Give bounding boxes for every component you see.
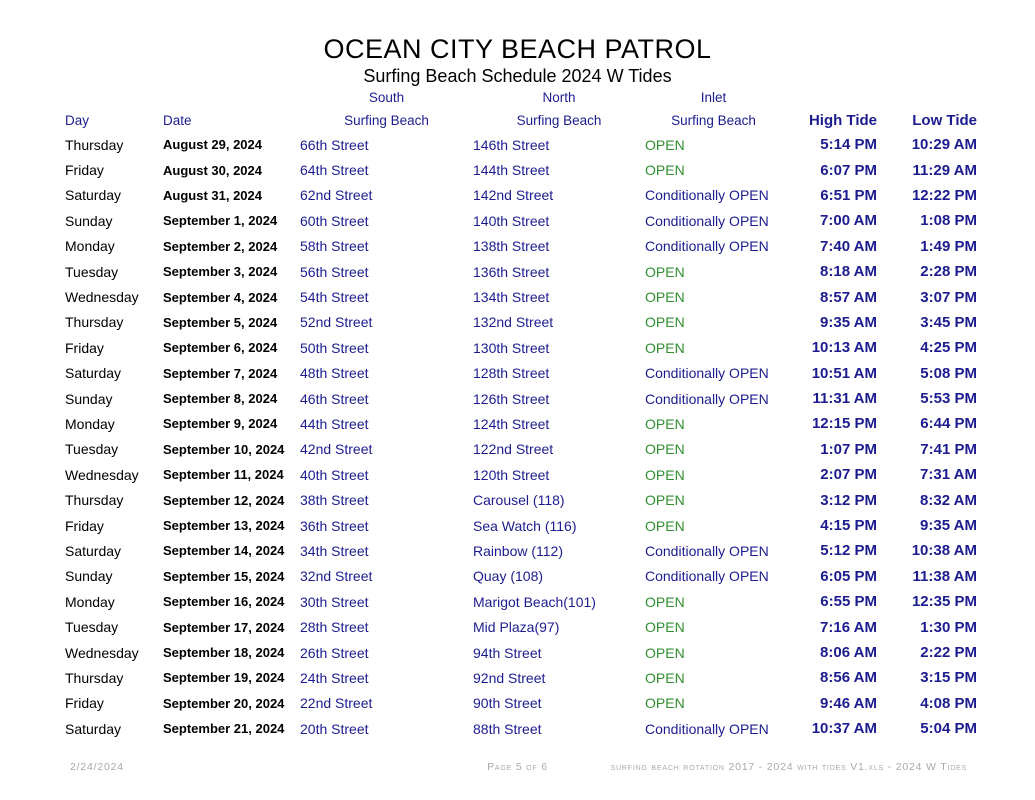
schedule-table [65, 86, 977, 741]
cell-high-tide: 2:07 PM [820, 466, 877, 484]
cell-high-tide: 3:12 PM [820, 491, 877, 509]
cell-north-street: Sea Watch (116) [473, 517, 577, 534]
cell-high-tide: 9:46 AM [820, 694, 877, 712]
cell-south-street: 20th Street [300, 720, 369, 737]
cell-north-street: 134th Street [473, 289, 550, 306]
cell-date: September 2, 2024 [163, 238, 278, 254]
cell-date: September 17, 2024 [163, 619, 285, 635]
table-row [65, 411, 977, 436]
cell-day: Friday [65, 695, 104, 712]
cell-inlet-status: Conditionally OPEN [645, 187, 769, 204]
cell-high-tide: 1:07 PM [820, 440, 877, 458]
cell-low-tide: 7:41 PM [920, 440, 977, 458]
cell-north-street: Mid Plaza(97) [473, 619, 560, 636]
group-header-inlet: Inlet [700, 89, 727, 105]
column-header-inlet-beach: Surfing Beach [671, 112, 756, 128]
cell-north-street: 120th Street [473, 466, 550, 483]
cell-low-tide: 11:38 AM [912, 567, 977, 585]
cell-inlet-status: OPEN [645, 492, 685, 509]
table-row [65, 361, 977, 386]
cell-south-street: 26th Street [300, 644, 369, 661]
cell-south-street: 30th Street [300, 593, 369, 610]
table-row [65, 259, 977, 284]
cell-day: Monday [65, 238, 115, 255]
cell-low-tide: 3:15 PM [920, 669, 977, 687]
cell-low-tide: 7:31 AM [920, 466, 977, 484]
cell-date: September 19, 2024 [163, 670, 285, 686]
cell-south-street: 38th Street [300, 492, 369, 509]
cell-day: Sunday [65, 212, 113, 229]
cell-south-street: 40th Street [300, 466, 369, 483]
cell-low-tide: 1:08 PM [920, 212, 977, 230]
cell-day: Wednesday [65, 644, 139, 661]
cell-south-street: 24th Street [300, 669, 369, 686]
cell-date: September 13, 2024 [163, 518, 285, 534]
column-header-north-beach: Surfing Beach [516, 112, 602, 128]
cell-high-tide: 8:56 AM [820, 669, 877, 687]
cell-inlet-status: OPEN [645, 441, 685, 458]
cell-inlet-status: OPEN [645, 466, 685, 483]
cell-date: September 9, 2024 [163, 416, 278, 432]
cell-low-tide: 10:38 AM [911, 542, 977, 560]
cell-high-tide: 10:13 AM [811, 339, 877, 357]
table-row [65, 386, 977, 411]
table-row [65, 132, 977, 157]
cell-date: September 4, 2024 [163, 289, 278, 305]
cell-low-tide: 2:28 PM [920, 263, 977, 281]
cell-date: September 10, 2024 [163, 441, 285, 457]
cell-low-tide: 10:29 AM [911, 136, 977, 154]
column-header-low-tide: Low Tide [912, 111, 977, 129]
cell-low-tide: 12:22 PM [911, 186, 977, 204]
cell-inlet-status: OPEN [645, 136, 685, 153]
cell-date: September 1, 2024 [163, 213, 278, 229]
cell-date: September 8, 2024 [163, 391, 278, 407]
cell-south-street: 66th Street [300, 136, 369, 153]
cell-date: September 3, 2024 [163, 264, 278, 280]
cell-south-street: 32nd Street [300, 568, 373, 585]
cell-date: September 14, 2024 [163, 543, 285, 559]
cell-day: Wednesday [65, 289, 139, 306]
footer-file-name: surfing beach rotation 2017 - 2024 with tides V1.xls - 2024 W Tides [610, 761, 967, 773]
table-group-header-row [65, 86, 977, 108]
table-row [65, 513, 977, 538]
cell-date: September 5, 2024 [163, 314, 278, 330]
cell-day: Friday [65, 162, 104, 179]
table-row [65, 310, 977, 335]
footer-page-number: Page 5 of 6 [487, 761, 548, 773]
schedule-rows [65, 132, 977, 741]
cell-high-tide: 12:15 PM [811, 415, 877, 433]
cell-inlet-status: Conditionally OPEN [645, 238, 769, 255]
cell-low-tide: 5:08 PM [920, 364, 977, 382]
cell-north-street: 88th Street [473, 720, 542, 737]
cell-high-tide: 8:57 AM [820, 288, 877, 306]
cell-day: Thursday [65, 136, 124, 153]
table-row [65, 234, 977, 259]
cell-day: Saturday [65, 542, 122, 559]
cell-high-tide: 4:15 PM [820, 517, 877, 535]
cell-high-tide: 8:06 AM [820, 644, 877, 661]
cell-date: September 15, 2024 [163, 568, 285, 584]
cell-high-tide: 6:07 PM [820, 161, 877, 179]
cell-inlet-status: OPEN [645, 314, 685, 331]
cell-north-street: 92nd Street [473, 669, 546, 686]
cell-day: Friday [65, 517, 104, 534]
cell-south-street: 28th Street [300, 619, 369, 636]
cell-day: Saturday [65, 365, 122, 382]
cell-south-street: 22nd Street [300, 695, 373, 712]
cell-inlet-status: OPEN [645, 162, 685, 179]
cell-low-tide: 4:25 PM [920, 339, 977, 357]
cell-low-tide: 4:08 PM [920, 694, 977, 712]
cell-low-tide: 6:44 PM [920, 415, 977, 433]
table-row [65, 589, 977, 614]
cell-south-street: 42nd Street [300, 441, 373, 458]
table-row [65, 335, 977, 360]
cell-date: September 16, 2024 [163, 594, 285, 610]
table-row [65, 183, 977, 208]
table-row [65, 157, 977, 182]
table-row [65, 462, 977, 487]
table-row [65, 437, 977, 462]
table-row [65, 716, 977, 741]
cell-date: September 21, 2024 [163, 721, 285, 737]
column-header-date: Date [163, 112, 192, 128]
cell-high-tide: 10:51 AM [811, 364, 877, 382]
table-row [65, 487, 977, 512]
cell-low-tide: 8:32 AM [920, 491, 977, 509]
table-row [65, 691, 977, 716]
cell-north-street: 146th Street [473, 136, 550, 153]
table-row [65, 208, 977, 233]
cell-day: Monday [65, 593, 115, 610]
table-row [65, 564, 977, 589]
cell-inlet-status: OPEN [645, 644, 685, 661]
cell-high-tide: 11:31 AM [812, 390, 877, 408]
cell-south-street: 54th Street [300, 289, 369, 306]
cell-high-tide: 10:37 AM [811, 720, 877, 738]
cell-inlet-status: OPEN [645, 669, 685, 686]
cell-high-tide: 7:16 AM [820, 618, 877, 636]
cell-inlet-status: OPEN [645, 695, 685, 712]
cell-north-street: 130th Street [473, 339, 550, 356]
cell-date: September 20, 2024 [163, 695, 285, 711]
cell-day: Sunday [65, 390, 113, 407]
cell-low-tide: 2:22 PM [920, 644, 977, 661]
cell-inlet-status: Conditionally OPEN [645, 212, 769, 229]
cell-inlet-status: OPEN [645, 263, 685, 280]
cell-high-tide: 8:18 AM [820, 263, 877, 281]
cell-inlet-status: OPEN [645, 593, 685, 610]
cell-south-street: 44th Street [300, 415, 369, 432]
cell-south-street: 64th Street [300, 162, 369, 179]
cell-low-tide: 5:04 PM [920, 720, 977, 738]
cell-inlet-status: OPEN [645, 339, 685, 356]
cell-north-street: 140th Street [473, 212, 550, 229]
cell-south-street: 48th Street [300, 365, 369, 382]
cell-day: Tuesday [65, 441, 119, 458]
cell-south-street: 46th Street [300, 390, 369, 407]
column-header-south-beach: Surfing Beach [344, 112, 429, 128]
page-subtitle: Surfing Beach Schedule 2024 W Tides [363, 66, 672, 86]
cell-south-street: 36th Street [300, 517, 369, 534]
cell-inlet-status: OPEN [645, 517, 685, 534]
cell-date: September 12, 2024 [163, 492, 285, 508]
cell-north-street: 126th Street [473, 390, 550, 407]
cell-north-street: Quay (108) [473, 568, 544, 585]
cell-day: Thursday [65, 492, 124, 509]
cell-north-street: 132nd Street [473, 314, 554, 331]
cell-south-street: 56th Street [300, 263, 369, 280]
cell-high-tide: 9:35 AM [820, 313, 877, 331]
table-row [65, 665, 977, 690]
cell-day: Friday [65, 339, 104, 356]
cell-south-street: 34th Street [300, 542, 369, 559]
table-row [65, 284, 977, 309]
cell-day: Tuesday [65, 263, 119, 280]
page-footer [0, 761, 1035, 779]
cell-day: Monday [65, 415, 115, 432]
cell-high-tide: 6:55 PM [820, 593, 877, 611]
cell-high-tide: 6:51 PM [820, 186, 877, 204]
cell-low-tide: 11:29 AM [912, 161, 977, 179]
cell-day: Tuesday [65, 619, 119, 636]
cell-high-tide: 5:12 PM [820, 542, 877, 560]
footer-print-date: 2/24/2024 [70, 761, 124, 773]
cell-inlet-status: Conditionally OPEN [645, 720, 769, 737]
cell-inlet-status: OPEN [645, 619, 685, 636]
cell-day: Saturday [65, 720, 122, 737]
cell-date: September 11, 2024 [163, 467, 284, 483]
cell-low-tide: 3:45 PM [920, 313, 977, 331]
group-header-south: South [368, 89, 405, 105]
cell-north-street: 138th Street [473, 238, 550, 255]
cell-north-street: 144th Street [473, 162, 550, 179]
cell-day: Sunday [65, 568, 113, 585]
cell-low-tide: 3:07 PM [920, 288, 977, 306]
cell-date: September 18, 2024 [163, 645, 285, 660]
cell-high-tide: 7:40 AM [820, 237, 877, 255]
cell-high-tide: 6:05 PM [820, 567, 877, 585]
cell-low-tide: 1:30 PM [920, 618, 977, 636]
cell-low-tide: 9:35 AM [920, 517, 977, 535]
cell-low-tide: 12:35 PM [911, 593, 977, 611]
cell-north-street: 142nd Street [473, 187, 554, 204]
cell-date: August 29, 2024 [163, 137, 262, 153]
cell-south-street: 62nd Street [300, 187, 373, 204]
cell-north-street: Carousel (118) [473, 492, 565, 509]
group-header-north: North [542, 89, 576, 105]
cell-date: August 30, 2024 [163, 162, 262, 178]
cell-inlet-status: Conditionally OPEN [645, 365, 769, 382]
cell-day: Thursday [65, 669, 124, 686]
column-header-day: Day [65, 112, 90, 128]
cell-north-street: 136th Street [473, 263, 550, 280]
cell-south-street: 58th Street [300, 238, 369, 255]
cell-inlet-status: OPEN [645, 415, 685, 432]
cell-south-street: 50th Street [300, 339, 369, 356]
cell-high-tide: 5:14 PM [820, 136, 877, 154]
table-row [65, 614, 977, 639]
column-header-high-tide: High Tide [808, 111, 877, 129]
table-row [65, 538, 977, 563]
cell-north-street: 122nd Street [473, 441, 554, 458]
cell-north-street: 94th Street [473, 644, 542, 661]
cell-north-street: Marigot Beach(101) [473, 593, 596, 610]
cell-inlet-status: OPEN [645, 289, 685, 306]
cell-north-street: 124th Street [473, 415, 550, 432]
cell-day: Thursday [65, 314, 124, 331]
cell-north-street: 90th Street [473, 695, 542, 712]
cell-low-tide: 1:49 PM [920, 237, 977, 255]
cell-inlet-status: Conditionally OPEN [645, 542, 769, 559]
page-title: OCEAN CITY BEACH PATROL [323, 34, 712, 64]
cell-south-street: 52nd Street [300, 314, 373, 331]
table-header-row [65, 108, 977, 132]
cell-date: August 31, 2024 [163, 187, 262, 203]
cell-low-tide: 5:53 PM [920, 390, 977, 408]
cell-day: Saturday [65, 187, 122, 204]
cell-date: September 7, 2024 [163, 365, 278, 381]
cell-north-street: 128th Street [473, 365, 550, 382]
cell-north-street: Rainbow (112) [473, 542, 564, 559]
table-row [65, 640, 977, 665]
cell-date: September 6, 2024 [163, 340, 278, 356]
cell-high-tide: 7:00 AM [820, 212, 877, 230]
cell-inlet-status: Conditionally OPEN [645, 390, 769, 407]
cell-day: Wednesday [65, 466, 139, 483]
cell-south-street: 60th Street [300, 212, 369, 229]
cell-inlet-status: Conditionally OPEN [645, 568, 769, 585]
